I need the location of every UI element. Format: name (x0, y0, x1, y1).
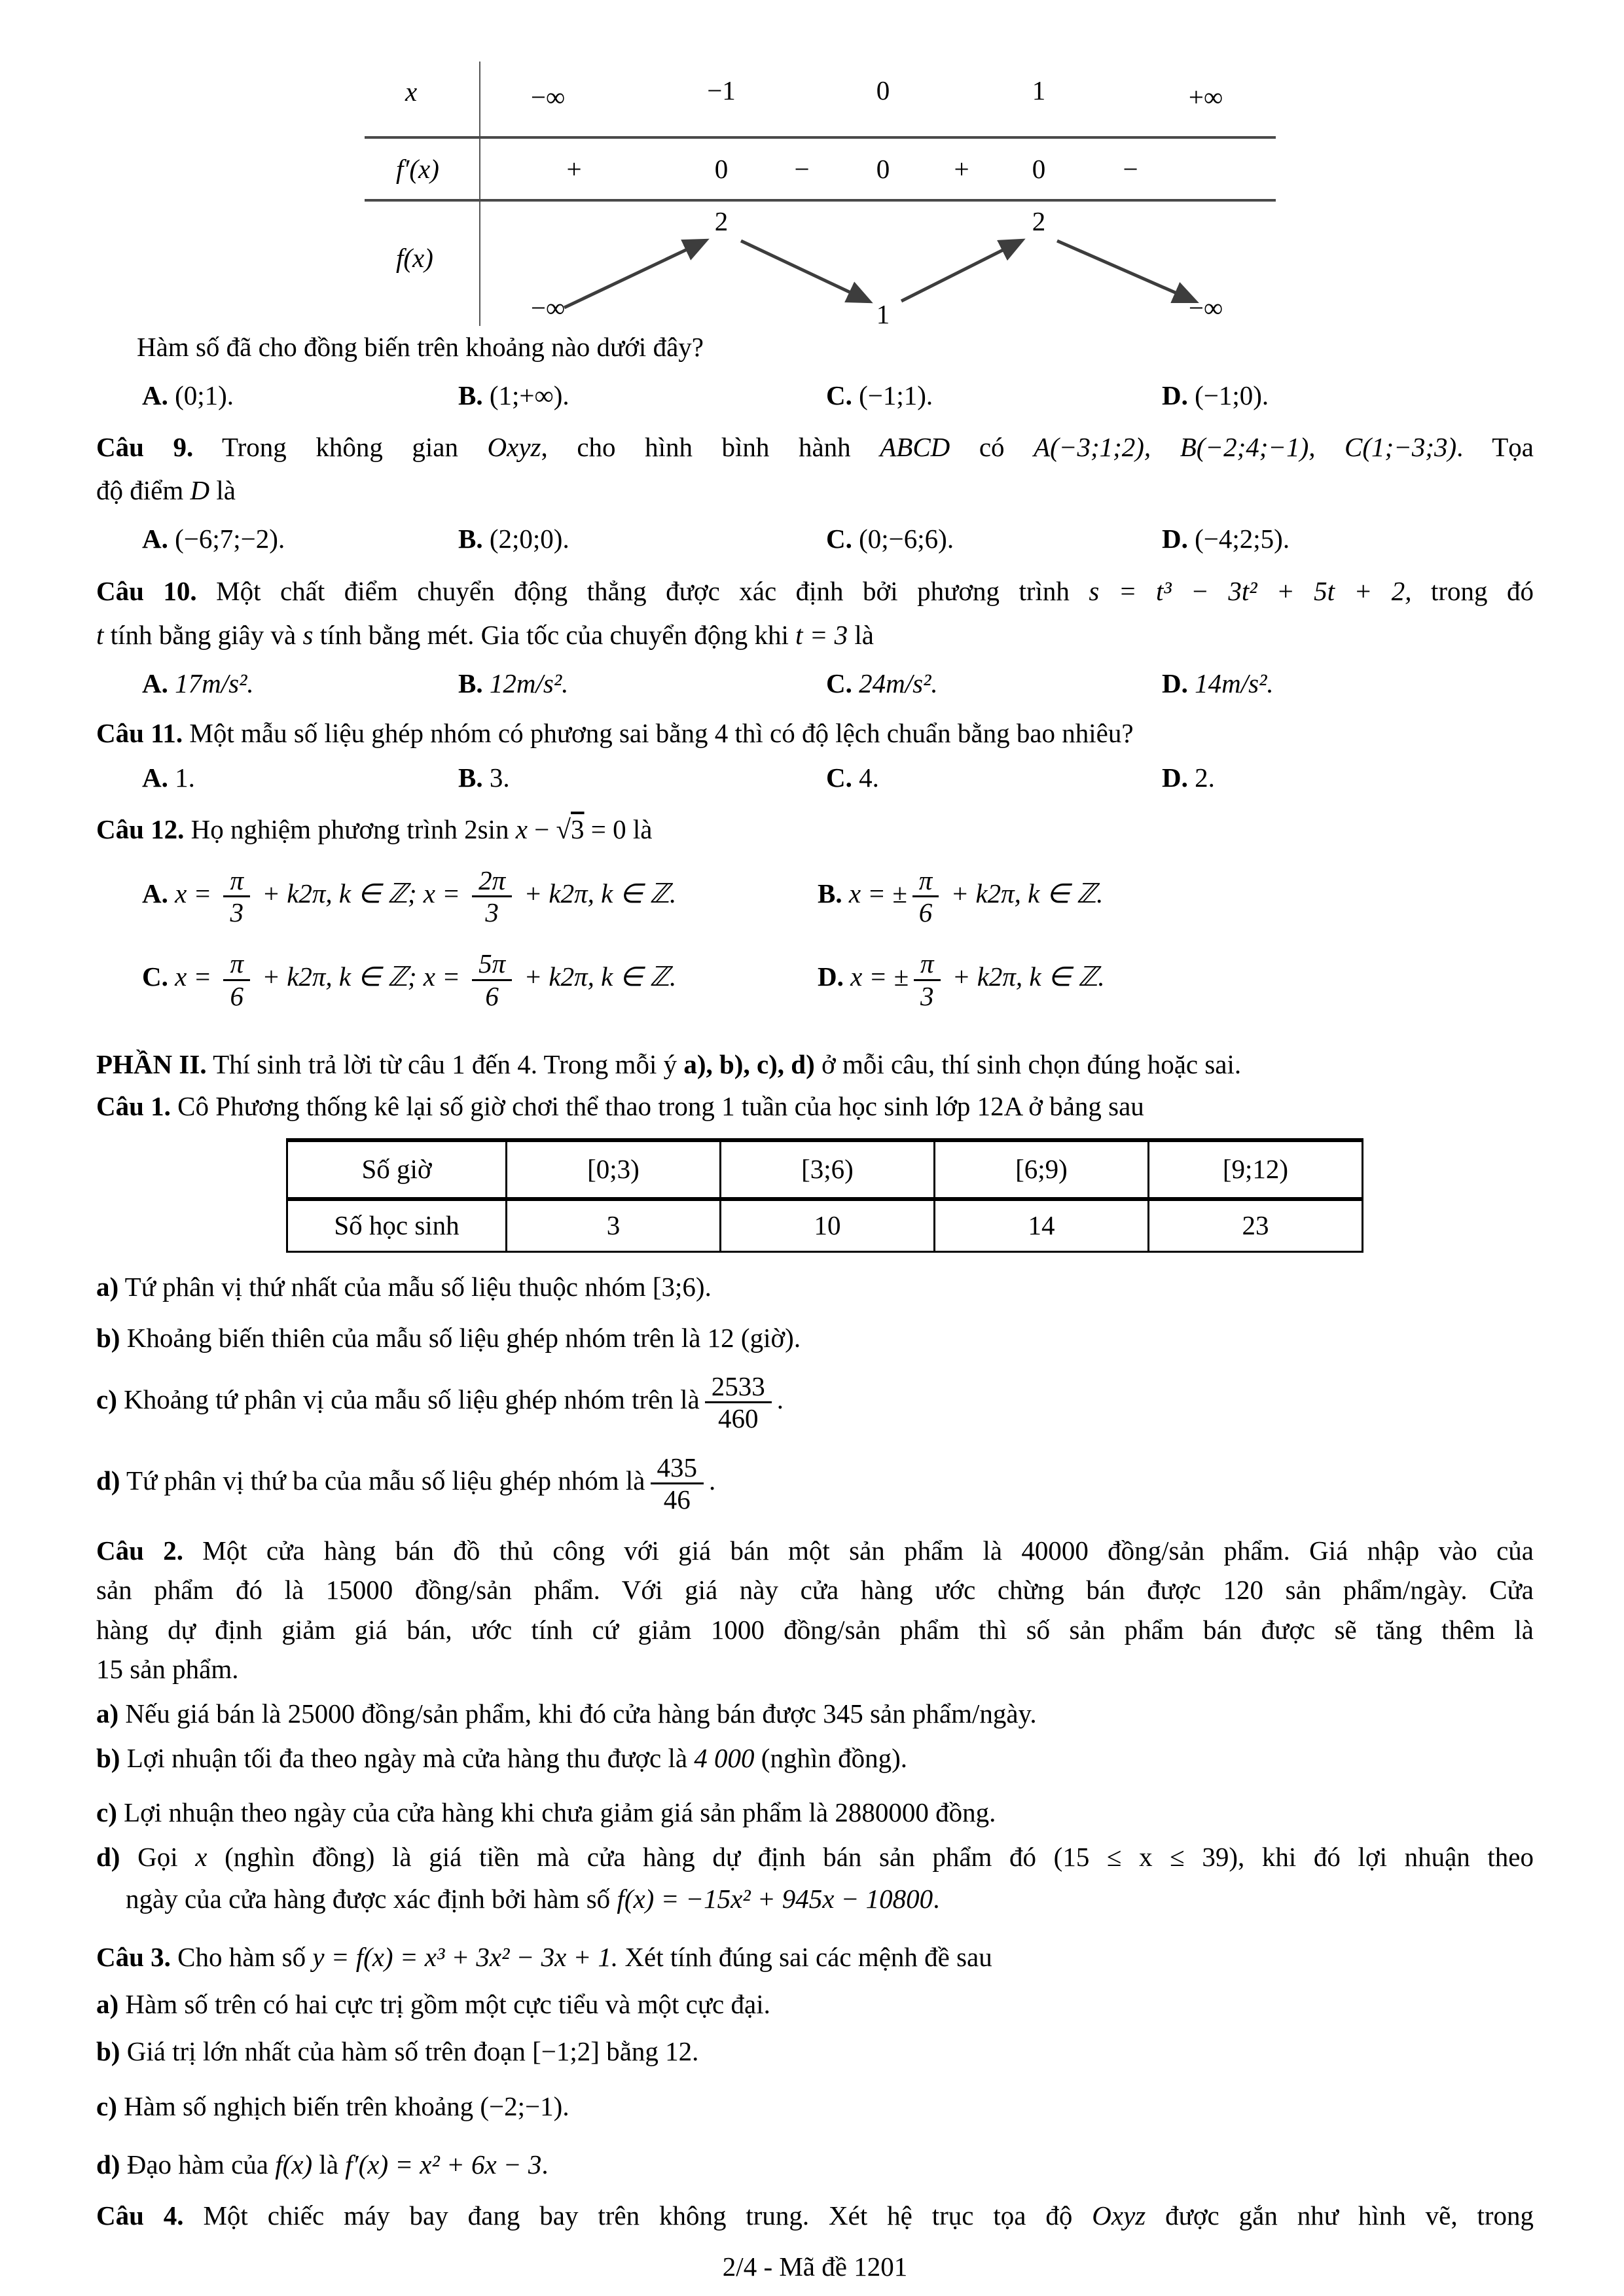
option-b: B. (1;+∞). (458, 380, 569, 411)
interval-cell: [0;3) (507, 1140, 721, 1199)
c1-statement-b: b) Khoảng biến thiên của mẫu số liệu ghép nhóm trên là 12 (giờ). (96, 1322, 801, 1353)
question-11-options (96, 758, 1534, 797)
c2-statement-b: b) Lợi nhuận tối đa theo ngày mà cửa hàng thu được là 4 000 (nghìn đồng). (96, 1743, 907, 1774)
question-9-options (96, 519, 1534, 558)
option-d: D. x = ± $\frac{\pi}{3}$ + k2π, k ∈ ℤ. (818, 948, 1105, 1011)
x-value: −∞ (530, 82, 566, 112)
f-row-label: f(x) (396, 243, 433, 273)
c2-statement-d-line1: d) Gọi x (nghìn đồng) là giá tiền mà cửa hàng dự định bán sản phẩm đó (15 ≤ x ≤ 39), khi đó lợi nhuận theo (96, 1841, 1534, 1872)
f-prime-sign: 0 (714, 154, 729, 184)
option-b: B. 3. (458, 762, 510, 793)
question-12-text: Câu 12. Họ nghiệm phương trình 2sin x − √3 = 0 là (96, 814, 653, 844)
option-b: B. 12m/s². (458, 668, 569, 698)
option-a: A. x = $\frac{\pi}{3}$ + k2π, k ∈ ℤ; x = $\frac{2\pi}{3}$ + k2π, k ∈ ℤ. (142, 865, 677, 928)
sqrt-3: √3 (556, 814, 585, 844)
x-value: +∞ (1188, 82, 1223, 112)
option-a: A. 17m/s². (142, 668, 254, 698)
question-11-text: Câu 11. Một mẫu số liệu ghép nhóm có phương sai bằng 4 thì có độ lệch chuẩn bằng bao nhiêu? (96, 718, 1134, 749)
table-header-row (287, 1140, 1363, 1199)
f-limit-left: −∞ (530, 293, 566, 323)
count-cell: 23 (1149, 1199, 1363, 1252)
f-prime-sign: + (566, 154, 582, 184)
c2-line4: 15 sản phẩm. (96, 1653, 239, 1684)
c3-statement-a: a) Hàm số trên có hai cực trị gồm một cực tiểu và một cực đại. (96, 1988, 770, 2019)
frequency-table (286, 1138, 1363, 1253)
f-max-value: 2 (714, 206, 729, 236)
x-value: −1 (707, 75, 736, 105)
f-limit-right: −∞ (1188, 293, 1223, 323)
c2-line1: Câu 2. Một cửa hàng bán đồ thủ công với giá bán một sản phẩm là 40000 đồng/sản phẩm. Giá nhập vào của (96, 1535, 1534, 1566)
fraction: $\frac{435}{46}$ (651, 1453, 704, 1515)
question-8-text: Hàm số đã cho đồng biến trên khoảng nào dưới đây? (137, 332, 704, 362)
part2-header: PHẦN II. Thí sinh trả lời từ câu 1 đến 4. Trong mỗi ý a), b), c), d) ở mỗi câu, thí sinh chọn đúng hoặc sai. (96, 1049, 1242, 1079)
c2-statement-c: c) Lợi nhuận theo ngày của cửa hàng khi chưa giảm giá sản phẩm là 2880000 đồng. (96, 1797, 996, 1827)
c4-text: Câu 4. Một chiếc máy bay đang bay trên không trung. Xét hệ trục tọa độ Oxyz được gắn như hình vẽ, trong (96, 2200, 1534, 2231)
header-so-hoc-sinh: Số học sinh (287, 1199, 507, 1252)
option-d: D. (−4;2;5). (1162, 524, 1290, 554)
c3-statement-c: c) Hàm số nghịch biến trên khoảng (−2;−1). (96, 2091, 569, 2122)
interval-cell: [9;12) (1149, 1140, 1363, 1199)
option-d: D. (−1;0). (1162, 380, 1269, 411)
page-number: 2/4 - Mã đề 1201 (722, 2251, 908, 2282)
x-row-label: x (405, 77, 418, 107)
fraction: $\frac{2\pi}{3}$ (472, 866, 512, 927)
part2-question-1-text: Câu 1. Cô Phương thống kê lại số giờ chơi thể thao trong 1 tuần của học sinh lớp 12A ở bảng sau (96, 1091, 1144, 1122)
option-a: A. (−6;7;−2). (142, 524, 285, 554)
option-a: A. (0;1). (142, 380, 234, 411)
question-8-options (96, 376, 1534, 415)
interval-cell: [3;6) (721, 1140, 935, 1199)
f-max-value: 2 (1032, 206, 1046, 236)
question-9-line2: độ điểm D là (96, 475, 236, 505)
fraction: $\frac{\pi}{3}$ (223, 866, 250, 927)
c3-statement-d: d) Đạo hàm của f(x) là f′(x) = x² + 6x − 3. (96, 2149, 549, 2179)
count-cell: 3 (507, 1199, 721, 1252)
c3-statement-b: b) Giá trị lớn nhất của hàm số trên đoạn [−1;2] bằng 12. (96, 2036, 699, 2067)
option-c: C. (−1;1). (826, 380, 933, 411)
count-cell: 14 (935, 1199, 1149, 1252)
page-footer (96, 2247, 1534, 2286)
f-prime-sign: 0 (1032, 154, 1046, 184)
c1-statement-d: d) Tứ phân vị thứ ba của mẫu số liệu ghép nhóm là $\frac{435}{46}$ . (96, 1452, 716, 1515)
option-c: C. x = $\frac{\pi}{6}$ + k2π, k ∈ ℤ; x = $\frac{5\pi}{6}$ + k2π, k ∈ ℤ. (142, 948, 677, 1011)
table-value-row (287, 1199, 1363, 1252)
question-12-options-row1 (96, 866, 1534, 927)
option-c: C. (0;−6;6). (826, 524, 954, 554)
question-10-line1: Câu 10. Một chất điểm chuyển động thẳng được xác định bởi phương trình s = t³ − 3t² + 5t + 2, trong đó (96, 576, 1534, 607)
fraction: $\frac{\pi}{6}$ (912, 866, 939, 927)
question-10-line2: t tính bằng giây và s tính bằng mét. Gia tốc của chuyển động khi t = 3 là (96, 619, 874, 650)
fraction: $\frac{\pi}{6}$ (223, 949, 250, 1011)
c2-statement-a: a) Nếu giá bán là 25000 đồng/sản phẩm, khi đó cửa hàng bán được 345 sản phẩm/ngày. (96, 1698, 1037, 1729)
f-prime-sign: 0 (876, 154, 890, 184)
f-min-value: 1 (876, 299, 890, 329)
c2-line3: hàng dự định giảm giá bán, ước tính cứ giảm 1000 đồng/sản phẩm thì số sản phẩm bán được sẽ tăng thêm là (96, 1614, 1534, 1645)
option-d: D. 14m/s². (1162, 668, 1274, 698)
x-value: 0 (876, 75, 890, 105)
c2-statement-d-line2: ngày của cửa hàng được xác định bởi hàm số f(x) = −15x² + 945x − 10800. (126, 1884, 940, 1914)
f-prime-row-label: f′(x) (396, 154, 439, 184)
interval-cell: [6;9) (935, 1140, 1149, 1199)
c1-statement-c: c) Khoảng tứ phân vị của mẫu số liệu ghép nhóm trên là $\frac{2533}{460}$ . (96, 1371, 784, 1434)
option-d: D. 2. (1162, 762, 1215, 793)
option-c: C. 4. (826, 762, 879, 793)
f-prime-sign: − (794, 154, 810, 184)
fraction: $\frac{\pi}{3}$ (914, 949, 941, 1011)
c1-statement-a: a) Tứ phân vị thứ nhất của mẫu số liệu thuộc nhóm [3;6). (96, 1271, 712, 1302)
question-10-options (96, 664, 1534, 703)
f-prime-sign: − (1123, 154, 1138, 184)
f-prime-sign: + (954, 154, 969, 184)
x-value: 1 (1032, 75, 1046, 105)
fraction: $\frac{5\pi}{6}$ (472, 949, 512, 1011)
option-c: C. 24m/s². (826, 668, 938, 698)
option-b: B. (2;0;0). (458, 524, 569, 554)
c2-line2: sản phẩm đó là 15000 đồng/sản phẩm. Với giá này cửa hàng ước chừng bán được 120 sản phẩm/ngày. Cửa (96, 1575, 1534, 1605)
fraction: $\frac{2533}{460}$ (705, 1372, 772, 1433)
option-b: B. x = ± $\frac{\pi}{6}$ + k2π, k ∈ ℤ. (818, 865, 1104, 928)
header-so-gio: Số giờ (287, 1140, 507, 1199)
option-a: A. 1. (142, 762, 195, 793)
c3-text: Câu 3. Cho hàm số y = f(x) = x³ + 3x² − 3x + 1. Xét tính đúng sai các mệnh đề sau (96, 1941, 992, 1972)
count-cell: 10 (721, 1199, 935, 1252)
question-9-line1: Câu 9. Trong không gian Oxyz, cho hình bình hành ABCD có A(−3;1;2), B(−2;4;−1), C(1;−3;3). Tọa (96, 431, 1534, 462)
question-12-options-row2 (96, 949, 1534, 1011)
